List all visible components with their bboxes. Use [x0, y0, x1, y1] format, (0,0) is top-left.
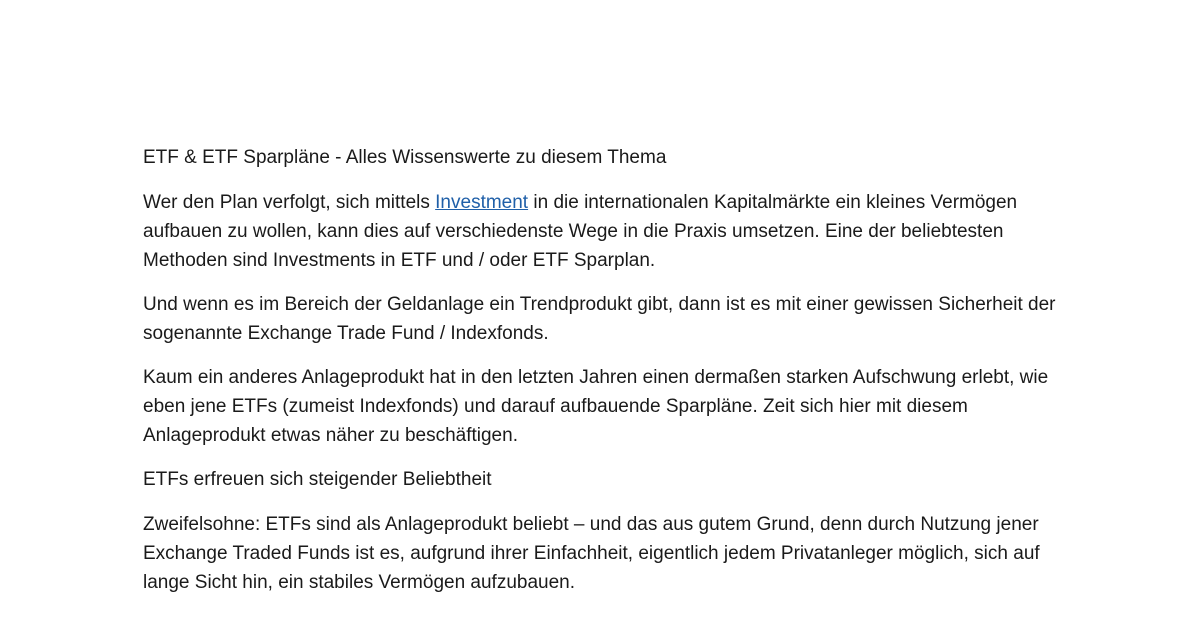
- investment-link[interactable]: Investment: [435, 192, 529, 213]
- paragraph-intro-after: in die internationalen Kapitalmärkte ein kleines Vermögen aufbauen zu wollen, kann dies auf verschiedenste Wege in die Praxis umsetzen. Eine der beliebtesten Methoden sind Investments in ETF und / oder ETF Sparplan.: [143, 192, 1018, 271]
- document-title: ETF & ETF Sparpläne - Alles Wissenswerte zu diesem Thema: [143, 147, 667, 168]
- paragraph-intro-before: Wer den Plan verfolgt, sich mittels: [143, 192, 436, 213]
- paragraph-intro: [143, 188, 1063, 275]
- paragraph-popularity: Zweifelsohne: ETFs sind als Anlageprodukt beliebt – und das aus gutem Grund, denn durch Nutzung jener Exchange Traded Funds ist es, aufgrund ihrer Einfachheit, eigentlich jedem Privatanleger möglich, sich auf lange Sicht hin, ein stabiles Vermögen aufzubauen.: [143, 514, 1040, 593]
- paragraph-trend: Und wenn es im Bereich der Geldanlage ein Trendprodukt gibt, dann ist es mit einer gewissen Sicherheit der sogenannte Exchange Trade Fund / Indexfonds.: [143, 294, 1056, 344]
- document-body: [143, 143, 1063, 612]
- paragraph-boom: Kaum ein anderes Anlageprodukt hat in den letzten Jahren einen dermaßen starken Aufschwung erlebt, wie eben jene ETFs (zumeist Indexfonds) und darauf aufbauende Sparpläne. Zeit sich hier mit diesem Anlageprodukt etwas näher zu beschäftigen.: [143, 367, 1049, 446]
- section-subheading: ETFs erfreuen sich steigender Beliebtheit: [143, 469, 492, 490]
